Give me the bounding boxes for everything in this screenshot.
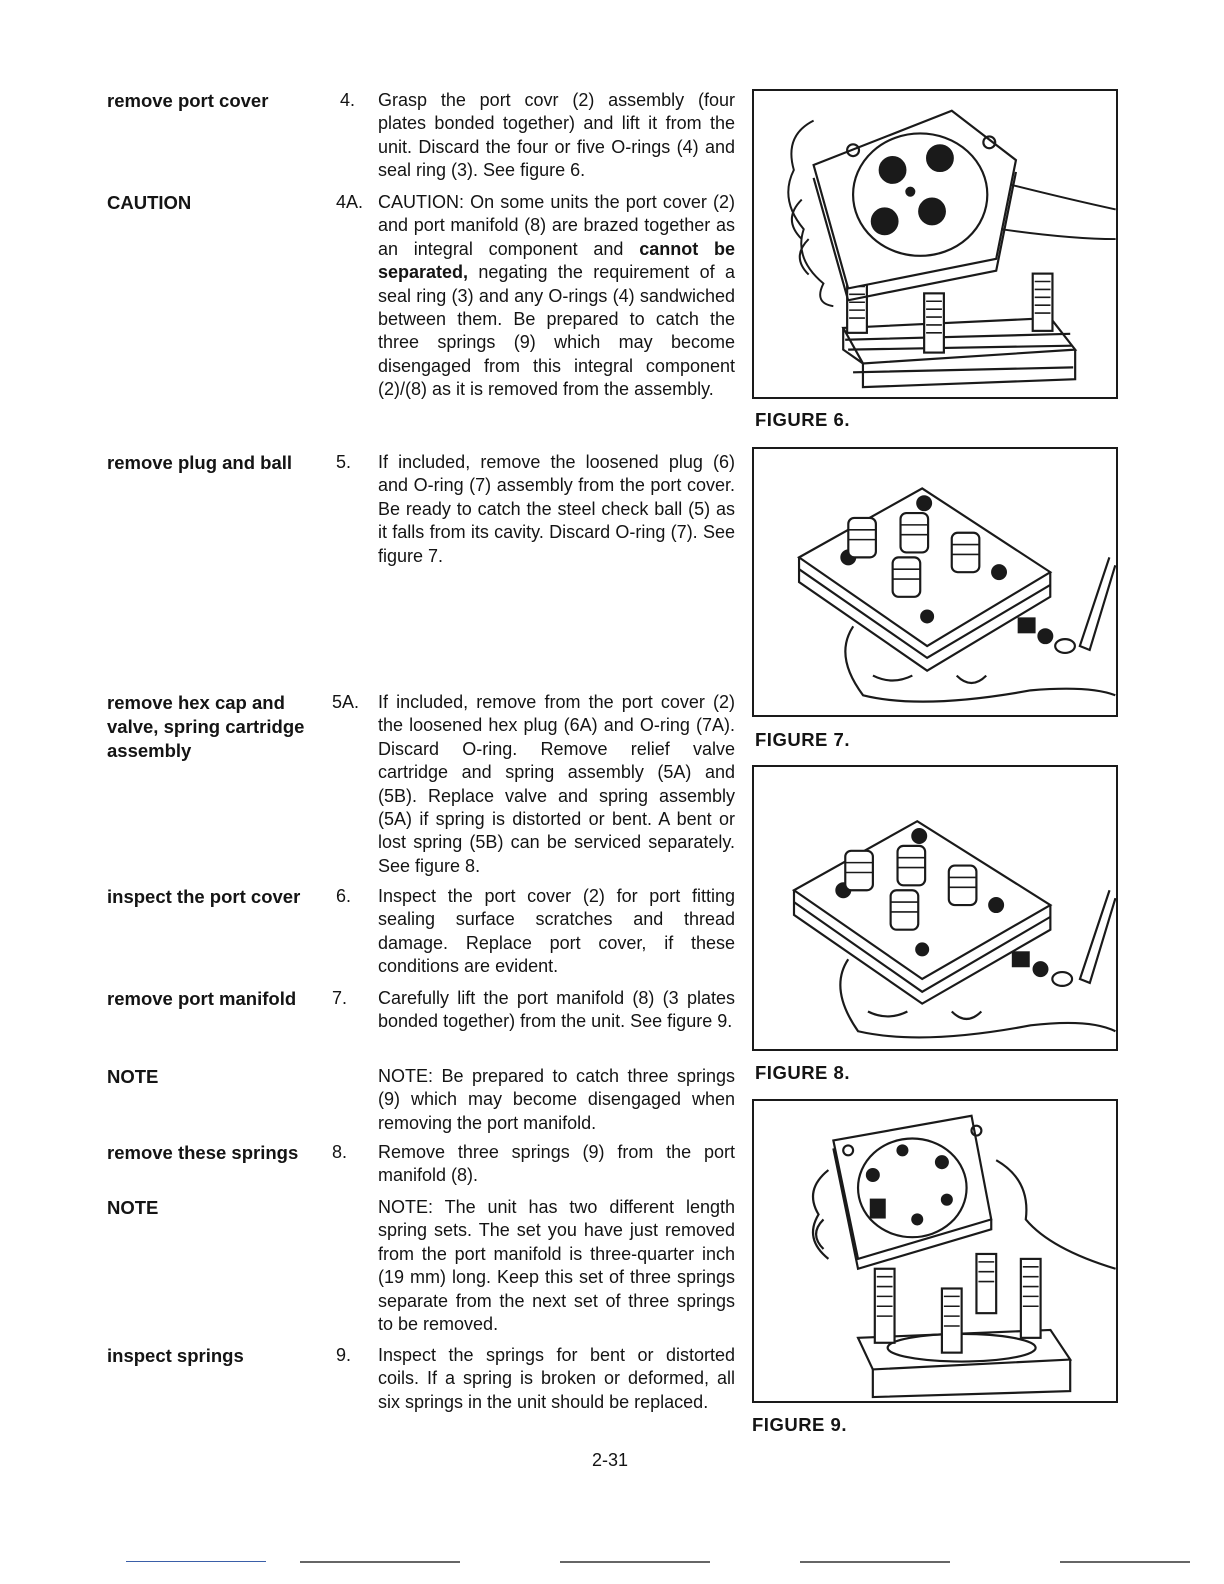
step-5-number: 5. [336,452,352,472]
plug-and-ball-removal-illustration-icon [754,449,1116,715]
step-5a-number: 5A. [332,692,360,712]
step-8-number: 8. [332,1142,348,1162]
step-5a-text: If included, remove from the port cover (2) the loosened hex plug (6A) and O-ring (7A). Discard O-ring. Remove relief valve cartridge and spring assembly (5A) and (5B). Replace valve and spring assembly (5A) if spring is distorted or bent. A bent or lost spring (5B) can be serviced separately. See figure 8. [378,692,735,876]
figure-9-image [752,1099,1118,1403]
note-2-text: NOTE: The unit has two different length spring sets. The set you have just removed from the port manifold is three-quarter inch (19 mm) long. Keep this set of three springs separate from the next set of three springs to be removed. [378,1197,735,1335]
figure-7-image [752,447,1118,717]
step-4a-label: CAUTION [107,192,192,213]
figure-6-caption: FIGURE 6. [755,409,850,430]
note-2-label: NOTE [107,1197,159,1218]
figure-7-caption: FIGURE 7. [755,729,850,750]
relief-valve-removal-illustration-icon [754,767,1116,1049]
step-7-text: Carefully lift the port manifold (8) (3 plates bonded together) from the unit. See figure 9. [378,988,735,1032]
step-7-label: remove port manifold [107,988,297,1009]
note-1-label: NOTE [107,1066,159,1087]
step-4-label: remove port cover [107,90,269,111]
step-8-label: remove these springs [107,1142,299,1163]
scan-artifact-line [1060,1561,1190,1563]
scan-artifact-line [800,1561,950,1563]
scan-artifact-line [126,1561,266,1562]
step-4-text: Grasp the port covr (2) assembly (four plates bonded together) and lift it from the unit. Discard the four or five O-rings (4) and seal ring (3). See figure 6. [378,90,735,181]
figure-8-caption: FIGURE 8. [755,1062,850,1083]
step-9-number: 9. [336,1345,352,1365]
step-9-label: inspect springs [107,1345,244,1366]
figure-6-image [752,89,1118,399]
step-9-text: Inspect the springs for bent or distorted coils. If a spring is broken or deformed, all six springs in the unit should be replaced. [378,1345,735,1412]
figure-8-image [752,765,1118,1051]
step-4a-text: CAUTION: On some units the port cover (2) and port manifold (8) are brazed together as an integral component and cannot be separated, negating the requirement of a seal ring (3) and any O-rings (4) sandwiched between them. Be prepared to catch the three springs (9) which may become disengaged from this integral component (2)/(8) as it is removed from the assembly. [378,192,735,400]
scan-artifact-line [560,1561,710,1563]
step-6-text: Inspect the port cover (2) for port fitting sealing surface scratches and thread damage. Replace port cover, if these conditions are evident. [378,886,735,977]
scan-artifact-line [300,1561,460,1563]
step-6-label: inspect the port cover [107,886,301,907]
page-number: 2-31 [592,1450,629,1470]
port-manifold-lift-illustration-icon [754,1101,1116,1401]
step-5-label: remove plug and ball [107,452,293,473]
step-8-text: Remove three springs (9) from the port manifold (8). [378,1142,735,1186]
step-4-number: 4. [340,90,356,110]
step-4a-number: 4A. [336,192,364,212]
step-5-text: If included, remove the loosened plug (6) and O-ring (7) assembly from the port cover. Be ready to catch the steel check ball (5) as it falls from its cavity. Discard O-ring (7). See figure 7. [378,452,735,566]
step-7-number: 7. [332,988,348,1008]
figure-9-caption: FIGURE 9. [752,1414,847,1435]
note-1-text: NOTE: Be prepared to catch three springs (9) which may become disengaged when removing the port manifold. [378,1066,735,1133]
port-cover-lift-illustration-icon [754,91,1116,397]
step-5a-label: remove hex cap and valve, spring cartridge assembly [107,692,305,761]
step-6-number: 6. [336,886,352,906]
